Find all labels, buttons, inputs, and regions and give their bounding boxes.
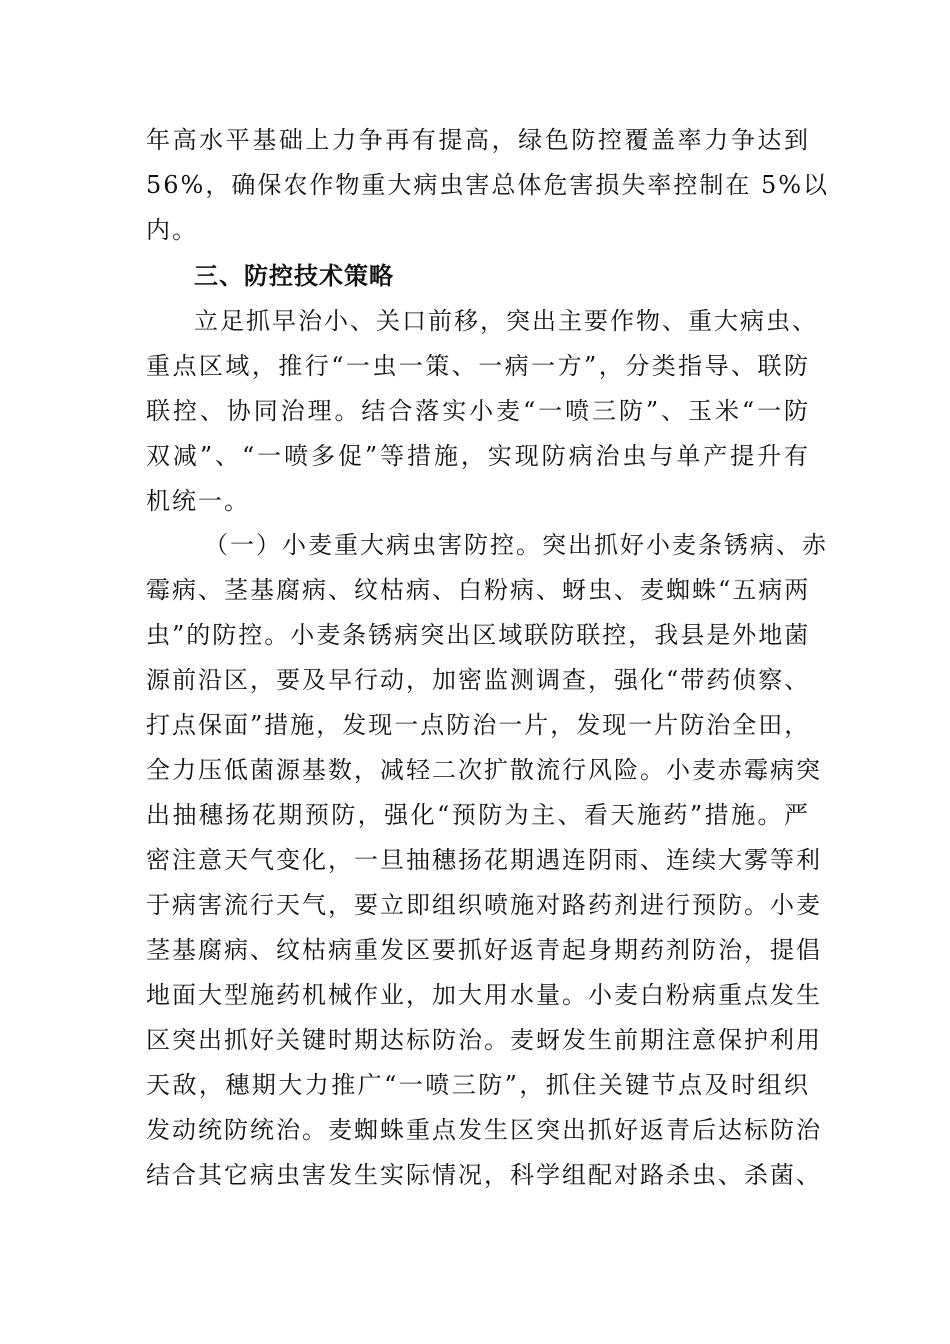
text-line: 天敌，穗期大力推广“一喷三防”，抓住关键节点及时组织 bbox=[146, 1071, 810, 1099]
text-line: 地面大型施药机械作业，加大用水量。小麦白粉病重点发生 bbox=[146, 981, 822, 1009]
text-line: 年高水平基础上力争再有提高，绿色防控覆盖率力争达到 bbox=[146, 126, 810, 154]
text-line: 重点区域，推行“一虫一策、一病一方”，分类指导、联防 bbox=[146, 352, 810, 380]
text-line: 茎基腐病、纹枯病重发区要抓好返青起身期药剂防治，提倡 bbox=[146, 936, 822, 964]
wheat-pest-control-paragraph bbox=[146, 523, 828, 1198]
text-line: 发动统防统治。麦蜘蛛重点发生区突出抓好返青后达标防治 bbox=[146, 1116, 822, 1144]
section-heading: 三、防控技术策略 bbox=[194, 262, 394, 290]
strategy-paragraph bbox=[146, 299, 818, 524]
text-line: （一）小麦重大病虫害防控。突出抓好小麦条锈病、赤 bbox=[204, 531, 828, 559]
text-line: 联控、协同治理。结合落实小麦“一喷三防”、玉米“一防 bbox=[146, 397, 810, 425]
text-line: 机统一。 bbox=[146, 487, 250, 515]
text-line: 结合其它病虫害发生实际情况，科学组配对路杀虫、杀菌、 bbox=[146, 1161, 822, 1189]
text-line: 霉病、茎基腐病、纹枯病、白粉病、蚜虫、麦蜘蛛“五病两 bbox=[146, 576, 811, 604]
section-heading-block bbox=[146, 254, 810, 299]
text-line: 打点保面”措施，发现一点防治一片，发现一片防治全田， bbox=[146, 711, 811, 739]
text-line: 出抽穗扬花期预防，强化“预防为主、看天施药”措施。严 bbox=[146, 801, 810, 829]
text-line: 内。 bbox=[146, 216, 198, 244]
intro-paragraph bbox=[146, 118, 830, 253]
text-line: 全力压低菌源基数，减轻二次扩散流行风险。小麦赤霉病突 bbox=[146, 756, 822, 784]
text-line: 区突出抓好关键时期达标防治。麦蚜发生前期注意保护利用 bbox=[146, 1026, 822, 1054]
text-line: 56%，确保农作物重大病虫害总体危害损失率控制在 5%以 bbox=[146, 171, 830, 199]
text-line: 于病害流行天气，要立即组织喷施对路药剂进行预防。小麦 bbox=[146, 891, 822, 919]
text-line: 虫”的防控。小麦条锈病突出区域联防联控，我县是外地菌 bbox=[146, 621, 811, 649]
text-line: 立足抓早治小、关口前移，突出主要作物、重大病虫、 bbox=[194, 307, 818, 335]
text-line: 双减”、“一喷多促”等措施，实现防病治虫与单产提升有 bbox=[146, 442, 810, 470]
text-line: 密注意天气变化，一旦抽穗扬花期遇连阴雨、连续大雾等利 bbox=[146, 846, 822, 874]
text-line: 源前沿区，要及早行动，加密监测调查，强化“带药侦察、 bbox=[146, 666, 811, 694]
